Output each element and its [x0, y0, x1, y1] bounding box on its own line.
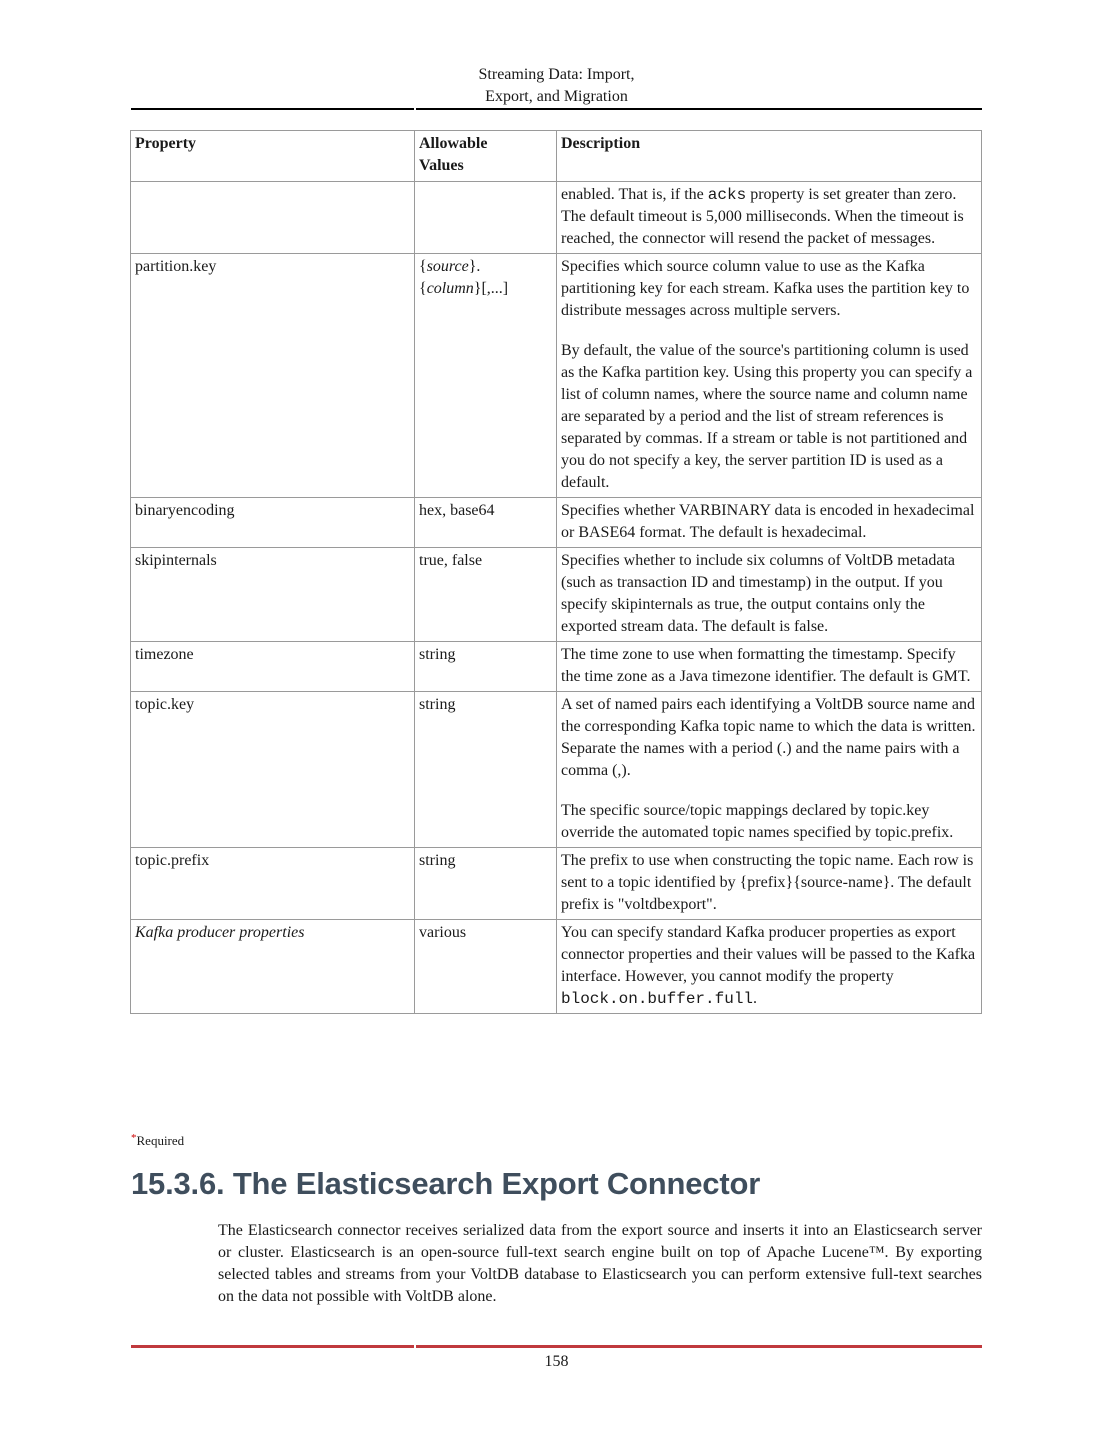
continuation-text-b: property is set greater than zero. The default timeout is 5,000 milliseconds. When the timeout is reached, the connector will resend the packet of messages. — [561, 186, 964, 247]
cell-description-kafka-producer — [557, 920, 982, 1014]
cell-allowable-empty — [415, 182, 557, 254]
placeholder-column: column — [426, 280, 474, 297]
cell-property-topic-key: topic.key — [131, 692, 415, 848]
brace-rest: }[,...] — [473, 280, 509, 297]
table-row — [131, 692, 982, 848]
continuation-text-a: enabled. That is, if the — [561, 186, 708, 203]
cell-description-topic-prefix — [557, 848, 982, 920]
page-number: 158 — [544, 1353, 569, 1370]
running-header-line2: Export, and Migration — [485, 88, 628, 105]
required-text: Required — [136, 1133, 185, 1148]
cell-property-kafka-producer — [131, 920, 415, 1014]
column-header-allowable-values — [415, 131, 557, 182]
cell-allowable-skipinternals: true, false — [415, 548, 557, 642]
table-row — [131, 254, 982, 498]
table-row — [131, 548, 982, 642]
table-row — [131, 848, 982, 920]
cell-property-timezone: timezone — [131, 642, 415, 692]
binaryencoding-desc: Specifies whether VARBINARY data is encoded in hexadecimal or BASE64 format. The default is hexadecimal. — [561, 502, 975, 541]
cell-property-partition-key: partition.key — [131, 254, 415, 498]
brace-dot: }. — [468, 258, 481, 275]
topic-prefix-desc: The prefix to use when constructing the topic name. Each row is sent to a topic identified by {prefix}{source-name}. The default prefix is "voltdbexport". — [561, 852, 974, 913]
topic-key-desc-p1: A set of named pairs each identifying a VoltDB source name and the corresponding Kafka topic name to which the data is written. Separate the names with a period (.) and the name pairs with a comma (,). — [561, 696, 976, 779]
placeholder-source: source — [426, 258, 469, 275]
skipinternals-desc: Specifies whether to include six columns of VoltDB metadata (such as transaction ID and timestamp) in the output. If you specify skipinternals as true, the output contains only the exported stream data. The default is false. — [561, 552, 955, 635]
cell-description-binaryencoding — [557, 498, 982, 548]
running-header — [131, 64, 982, 108]
table-row — [131, 642, 982, 692]
cell-allowable-timezone: string — [415, 642, 557, 692]
cell-allowable-binaryencoding: hex, base64 — [415, 498, 557, 548]
cell-allowable-topic-key: string — [415, 692, 557, 848]
cell-property-binaryencoding: binaryencoding — [131, 498, 415, 548]
cell-description-partition-key — [557, 254, 982, 498]
table-header-row — [131, 131, 982, 182]
allowable-header-line2: Values — [419, 157, 464, 174]
footer-rule — [131, 1345, 982, 1348]
table-row — [131, 498, 982, 548]
allowable-header-line1: Allowable — [419, 135, 488, 152]
table-row — [131, 920, 982, 1014]
kafka-producer-desc-b: . — [753, 990, 758, 1007]
properties-table — [130, 130, 982, 1014]
cell-allowable-topic-prefix: string — [415, 848, 557, 920]
required-note — [131, 1133, 184, 1149]
required-star: * — [131, 1132, 137, 1144]
topic-key-desc-p2: The specific source/topic mappings declared by topic.key override the automated topic names specified by topic.prefix. — [561, 802, 954, 841]
column-header-description: Description — [557, 131, 982, 182]
running-header-line1: Streaming Data: Import, — [478, 66, 635, 83]
cell-property-empty — [131, 182, 415, 254]
cell-description-skipinternals — [557, 548, 982, 642]
cell-description-topic-key — [557, 692, 982, 848]
section-paragraph: The Elasticsearch connector receives serialized data from the export source and inserts it into an Elasticsearch server or cluster. Elasticsearch is an open-source full-text search engine built on top of Apache Lucene™. By exporting selected tables and streams from your VoltDB database to Elasticsearch you can perform extensive full-text searches on the data not possible with VoltDB alone. — [218, 1222, 982, 1305]
kafka-producer-label: Kafka producer properties — [135, 924, 305, 941]
timezone-desc: The time zone to use when formatting the timestamp. Specify the time zone as a Java timezone identifier. The default is GMT. — [561, 646, 971, 685]
code-acks: acks — [707, 186, 747, 204]
cell-description-continuation — [557, 182, 982, 254]
brace-open-1: { — [419, 258, 427, 275]
partition-key-desc-p2: By default, the value of the source's partitioning column is used as the Kafka partition key. Using this property you can specify a list of column names, where the source name and column name are separated by a period and the list of stream references is separated by commas. If a stream or table is not partitioned and you do not specify a key, the server partition ID is used as a default. — [561, 342, 973, 491]
column-header-property: Property — [131, 131, 415, 182]
header-rule — [131, 108, 982, 110]
kafka-producer-desc-a: You can specify standard Kafka producer properties as export connector properties and their values will be passed to the Kafka interface. However, you cannot modify the property — [561, 924, 976, 985]
cell-description-timezone — [557, 642, 982, 692]
partition-key-desc-p1: Specifies which source column value to use as the Kafka partitioning key for each stream. Kafka uses the partition key to distribute messages across multiple servers. — [561, 258, 970, 319]
section-title: 15.3.6. The Elasticsearch Export Connector — [131, 1166, 761, 1201]
cell-property-topic-prefix: topic.prefix — [131, 848, 415, 920]
cell-property-skipinternals: skipinternals — [131, 548, 415, 642]
cell-allowable-partition-key — [415, 254, 557, 498]
cell-allowable-kafka-producer: various — [415, 920, 557, 1014]
brace-open-2: { — [419, 280, 427, 297]
code-block-on-buffer-full: block.on.buffer.full — [561, 990, 754, 1008]
table-row — [131, 182, 982, 254]
